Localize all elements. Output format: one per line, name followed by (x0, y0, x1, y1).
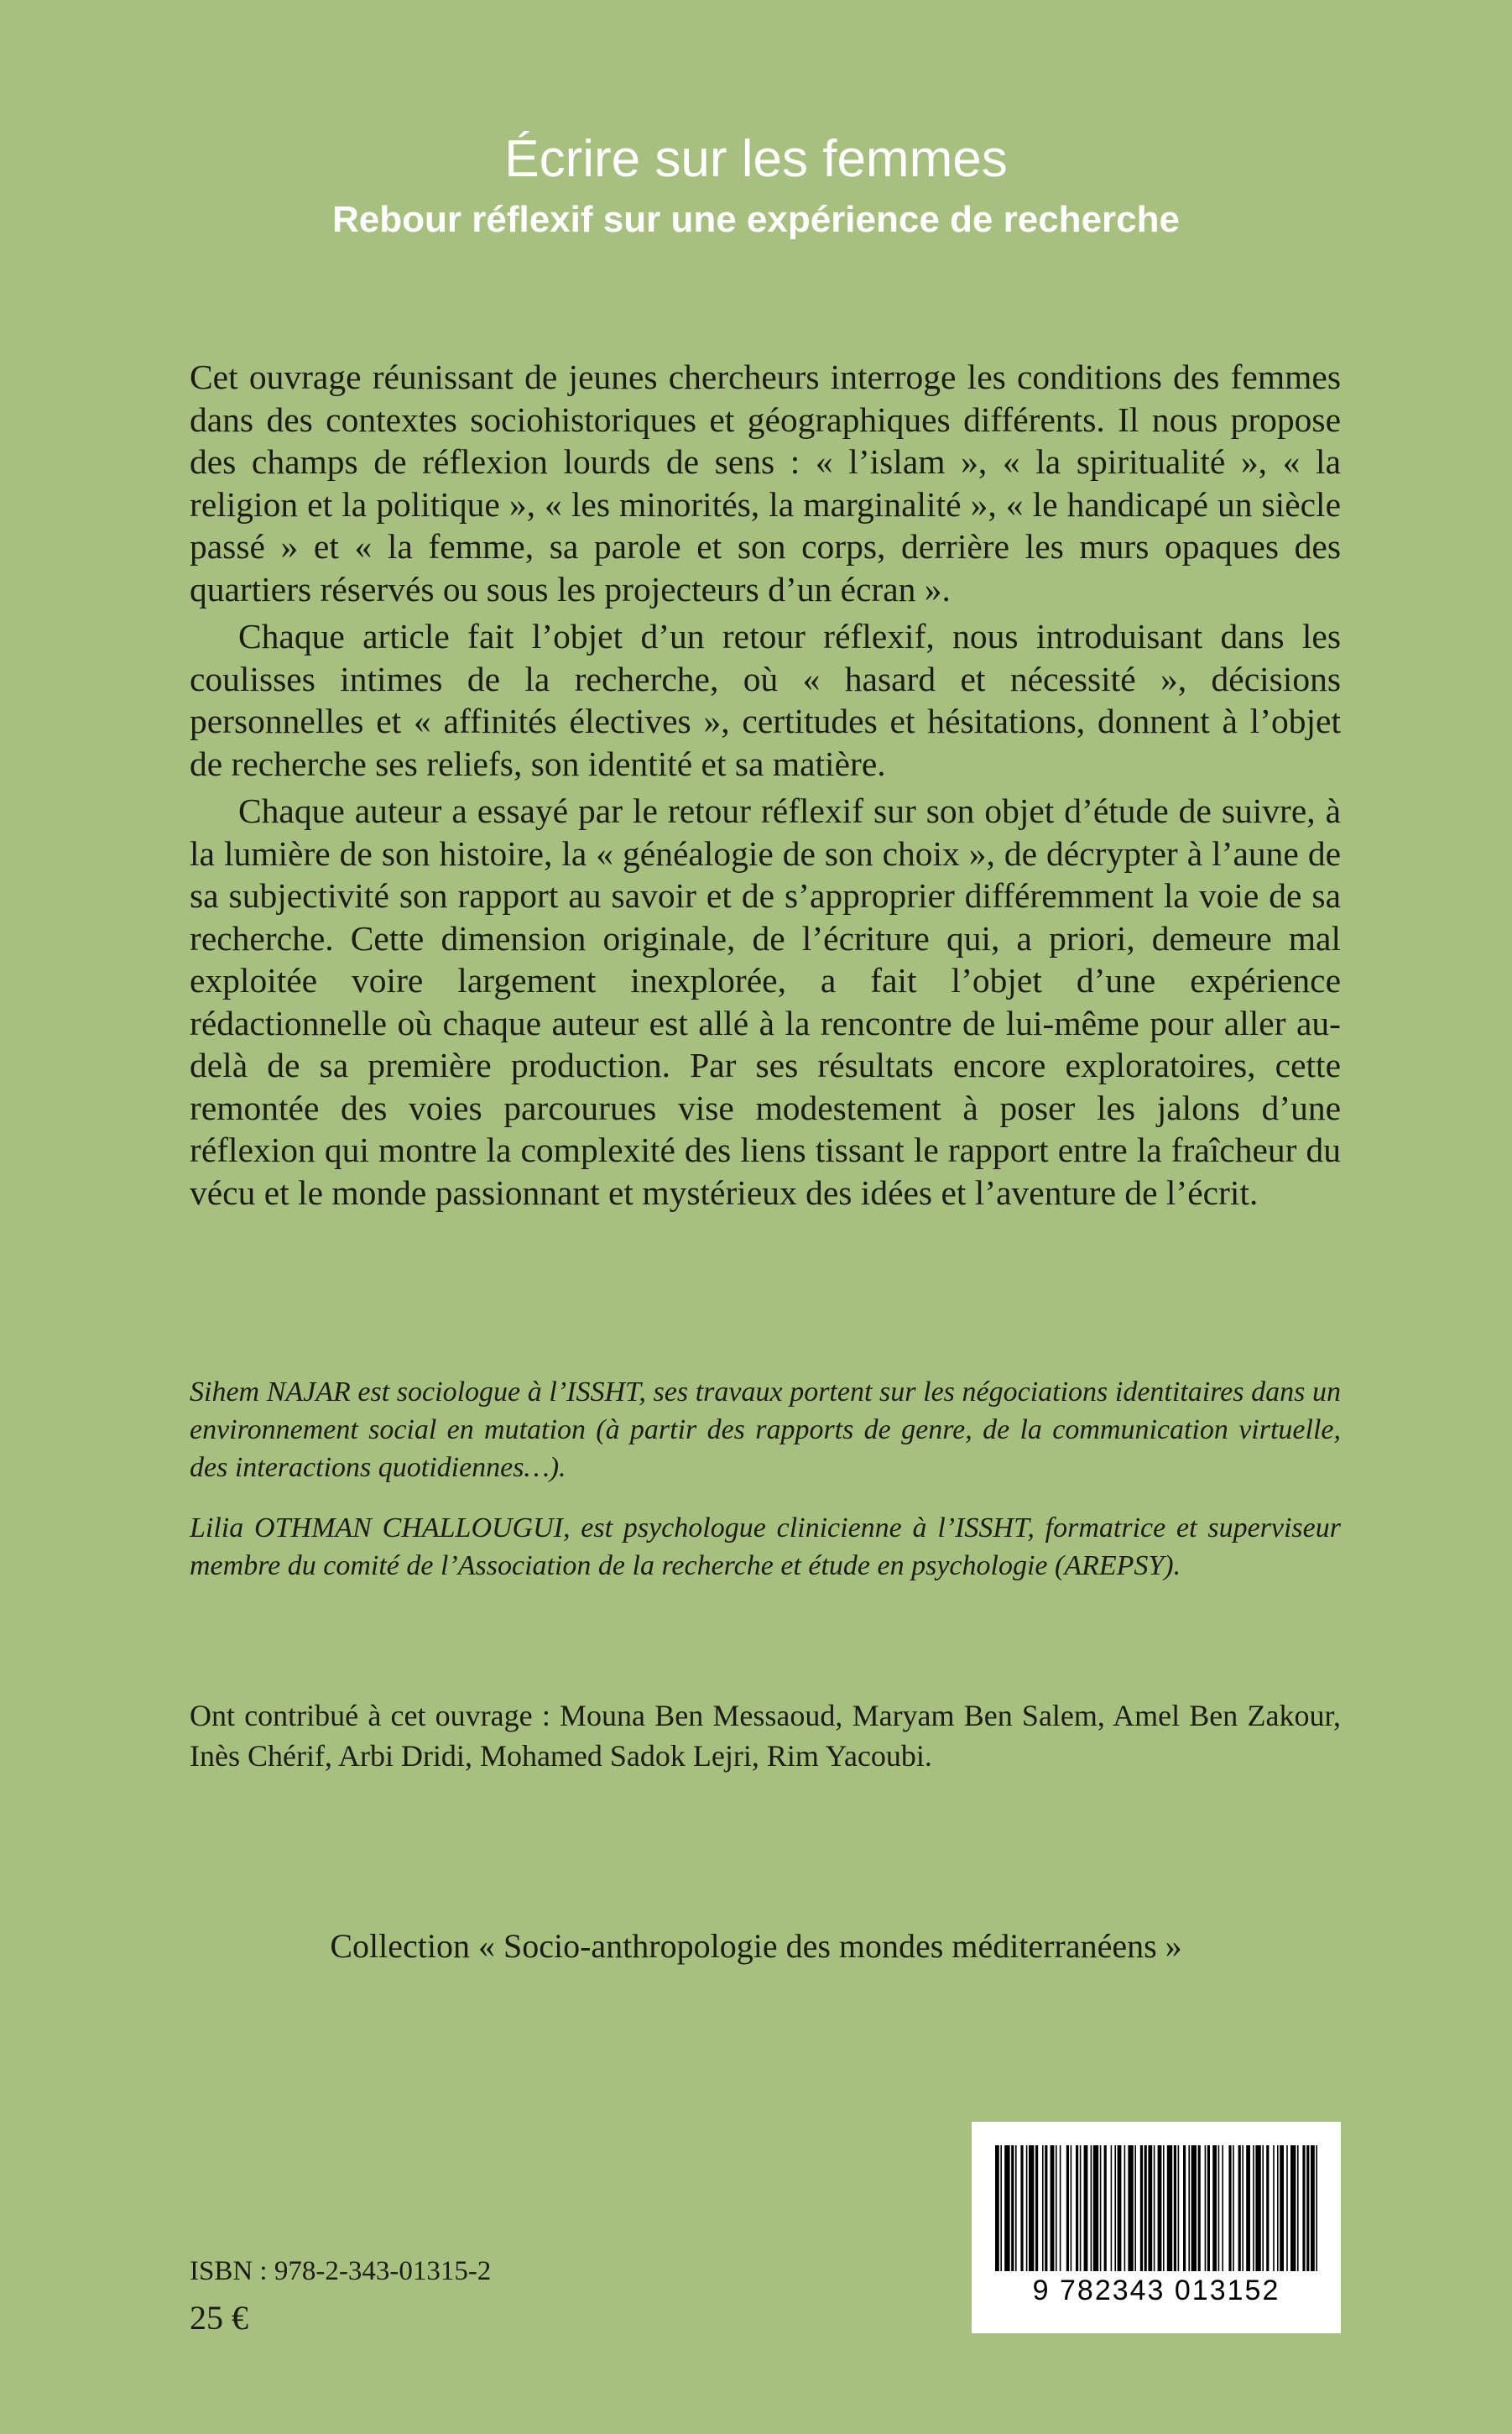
barcode-bar (1140, 2145, 1143, 2271)
barcode-bar (1222, 2145, 1223, 2271)
barcode-bar (1174, 2145, 1176, 2271)
barcode-bar (1066, 2145, 1069, 2271)
barcode-bar (1015, 2145, 1017, 2271)
barcode-bar (1178, 2145, 1180, 2271)
barcode-bar (1042, 2145, 1044, 2271)
barcode-bar (1000, 2145, 1002, 2271)
barcode-bar (1084, 2145, 1088, 2271)
barcode-bar (1212, 2145, 1217, 2271)
barcode-bar (1163, 2145, 1165, 2271)
barcode-bars (992, 2145, 1321, 2271)
barcode-bar (1091, 2145, 1092, 2271)
barcode (972, 2122, 1341, 2333)
barcode-bar (1273, 2145, 1275, 2271)
barcode-bar (1004, 2145, 1009, 2271)
barcode-bar (1253, 2145, 1254, 2271)
barcode-bar (1183, 2145, 1186, 2271)
barcode-bar (1111, 2145, 1113, 2271)
barcode-bar (1246, 2145, 1250, 2271)
barcode-bar (1205, 2145, 1207, 2271)
book-title: Écrire sur les femmes (504, 130, 1008, 188)
barcode-bar (1026, 2145, 1028, 2271)
barcode-bar (1302, 2145, 1305, 2271)
collection-name: Collection « Socio-anthropologie des mondes méditerranéens » (330, 1927, 1182, 1965)
barcode-bar (1134, 2145, 1136, 2271)
barcode-digits: 9 782343 013152 (1032, 2275, 1280, 2306)
barcode-bar (1306, 2145, 1309, 2271)
author-bio-najar: Sihem NAJAR est sociologue à l’ISSHT, ses travaux portent sur les négociations identitaires dans un environnement social en mutation (à partir des rapports de genre, de la communication virtuelle, des interactions quotidiennes…). (190, 1376, 1341, 1483)
barcode-bar (1051, 2145, 1055, 2271)
barcode-bar (1290, 2145, 1296, 2271)
barcode-bar (1124, 2145, 1126, 2271)
barcode-bar (1198, 2145, 1201, 2271)
author-bio-othman-challougui: Lilia OTHMAN CHALLOUGUI, est psychologue clinicienne à l’ISSHT, formatrice et superviseur membre du comité de l’Association de la recherche et étude en psychologie (AREPSY). (190, 1512, 1341, 1581)
barcode-bar (1280, 2145, 1284, 2271)
price: 25 € (190, 2299, 248, 2337)
barcode-bar (1242, 2145, 1243, 2271)
barcode-bar (1011, 2145, 1014, 2271)
barcode-bar (1100, 2145, 1102, 2271)
barcode-bar (1148, 2145, 1152, 2271)
barcode-bar (1255, 2145, 1260, 2271)
barcode-bar (995, 2145, 999, 2271)
barcode-bar (1093, 2145, 1098, 2271)
barcode-bar (1238, 2145, 1241, 2271)
barcode-bar (1266, 2145, 1269, 2271)
barcode-bar (1218, 2145, 1220, 2271)
barcode-bar (1154, 2145, 1155, 2271)
barcode-bar (1128, 2145, 1133, 2271)
barcode-bar (1114, 2145, 1116, 2271)
barcode-bar (1076, 2145, 1078, 2271)
isbn: ISBN : 978-2-343-01315-2 (190, 2256, 492, 2286)
barcode-bar (1207, 2145, 1210, 2271)
blurb (190, 356, 1341, 1219)
barcode-bar (1158, 2145, 1162, 2271)
barcode-bar (1056, 2145, 1057, 2271)
barcode-bar (1144, 2145, 1147, 2271)
barcode-bar (1188, 2145, 1190, 2271)
barcode-bar (1060, 2145, 1061, 2271)
barcode-bar (1029, 2145, 1034, 2271)
barcode-bar (1277, 2145, 1279, 2271)
barcode-bar (1228, 2145, 1231, 2271)
barcode-bar (1311, 2145, 1315, 2271)
barcode-bar (1080, 2145, 1082, 2271)
barcode-bar (1045, 2145, 1047, 2271)
blurb-paragraph-3: Chaque auteur a essayé par le retour réflexif sur son objet d’étude de suivre, à la lumière de son histoire, la « généalogie de son choix », de décrypter à l’aune de sa subjectivité son rapport au savoir et de s’approprier différemment la voie de sa recherche. Cette dimension originale, de l’écriture qui, a priori, demeure mal exploitée voire largement inexplorée, a fait l’objet d’une expérience rédactionnelle où chaque auteur est allé à la rencontre de lui-même pour aller au-delà de sa première production. Par ses résultats encore exploratoires, cette remontée des voies parcourues vise modestement à poser les jalons d’une réflexion qui montre la complexité des liens tissant le rapport entre la fraîcheur du vécu et le monde passionnant et mystérieux des idées et l’aventure de l’écrit. (190, 791, 1341, 1212)
blurb-paragraph-2: Chaque article fait l’objet d’un retour réflexif, nous introduisant dans les coulisses intimes de la recherche, où « hasard et nécessité », décisions personnelles et « affinités électives », certitudes et hésitations, donnent à l’objet de recherche ses reliefs, son identité et sa matière. (190, 617, 1341, 783)
barcode-bar (1233, 2145, 1234, 2271)
barcode-bar (1316, 2145, 1317, 2271)
contributors: Ont contribué à cet ouvrage : Mouna Ben Messaoud, Maryam Ben Salem, Amel Ben Zakour, Inès Chérif, Arbi Dridi, Mohamed Sadok Lejri, Rim Yacoubi. (190, 1699, 1341, 1773)
barcode-bar (1020, 2145, 1023, 2271)
barcode-bar (1286, 2145, 1288, 2271)
barcode-bar (1035, 2145, 1038, 2271)
barcode-bar (1118, 2145, 1122, 2271)
book-subtitle: Rebour réflexif sur une expérience de recherche (332, 199, 1180, 240)
barcode-bar (1191, 2145, 1197, 2271)
barcode-bar (1167, 2145, 1172, 2271)
barcode-bar (1297, 2145, 1299, 2271)
barcode-bar (1071, 2145, 1072, 2271)
barcode-bar (1262, 2145, 1264, 2271)
barcode-bar (1104, 2145, 1107, 2271)
blurb-paragraph-1: Cet ouvrage réunissant de jeunes chercheurs interroge les conditions des femmes dans des contextes sociohistoriques et géographiques différents. Il nous propose des champs de réflexion lourds de sens : « l’islam », « la spiritualité », « la religion et la politique », « les minorités, la marginalité », « le handicapé un siècle passé » et « la femme, sa parole et son corps, derrière les murs opaques des quartiers réservés ou sous les projecteurs d’un écran ». (190, 358, 1341, 608)
